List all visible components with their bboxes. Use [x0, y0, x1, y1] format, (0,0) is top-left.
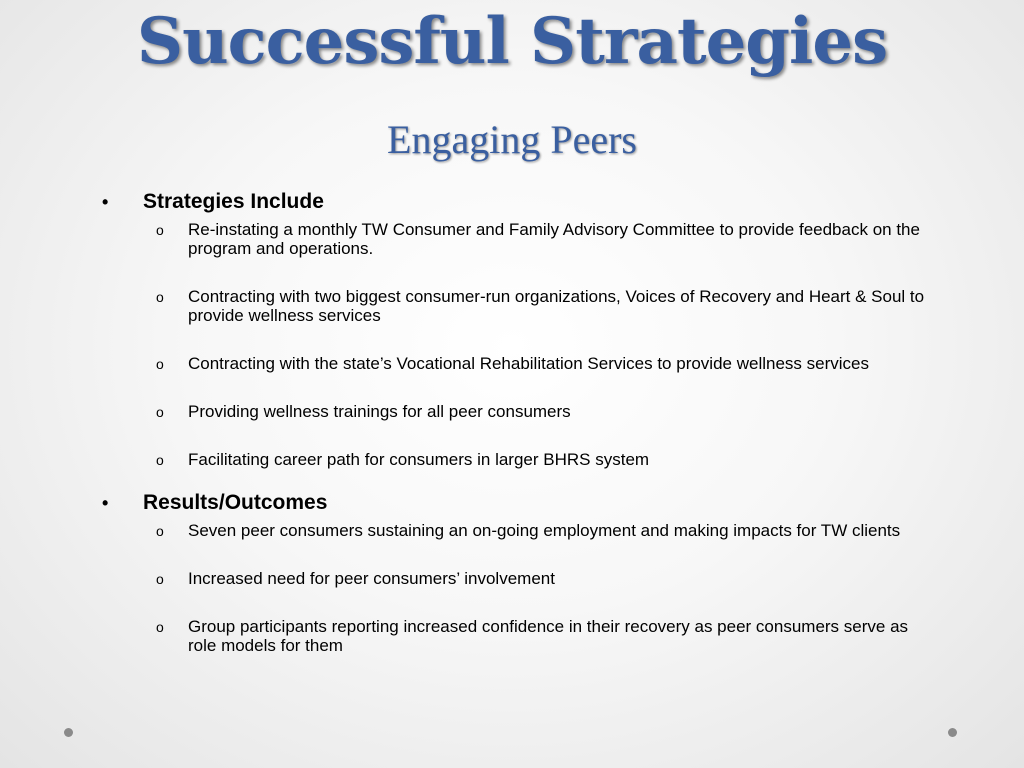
slide-subtitle: Engaging Peers	[387, 117, 637, 162]
circle-bullet-icon: o	[156, 289, 164, 305]
list-item	[100, 354, 930, 373]
section-strategies	[100, 188, 930, 469]
list-item-text: Group participants reporting increased confidence in their recovery as peer consumers serve as role models for them	[188, 617, 909, 655]
list-item-text: Re-instating a monthly TW Consumer and Family Advisory Committee to provide feedback on the program and operations.	[188, 220, 920, 258]
list-item-text: Contracting with two biggest consumer-run organizations, Voices of Recovery and Heart & Soul to provide wellness services	[188, 287, 925, 325]
strategies-list	[100, 220, 930, 469]
list-item-text: Increased need for peer consumers’ involvement	[188, 569, 555, 588]
list-item	[100, 287, 930, 325]
results-list	[100, 521, 930, 655]
section-heading	[100, 188, 930, 216]
decorative-dot-left	[64, 728, 73, 737]
bullet-icon: •	[102, 493, 109, 513]
list-item	[100, 521, 930, 540]
section-heading-text: Results/Outcomes	[143, 491, 328, 514]
decorative-dot-right	[948, 728, 957, 737]
list-item-text: Seven peer consumers sustaining an on-going employment and making impacts for TW clients	[188, 521, 901, 540]
list-item	[100, 617, 930, 655]
slide-title: Successful Strategies	[136, 4, 888, 79]
list-item	[100, 220, 930, 258]
list-item	[100, 402, 930, 421]
circle-bullet-icon: o	[156, 222, 164, 238]
circle-bullet-icon: o	[156, 619, 164, 635]
circle-bullet-icon: o	[156, 571, 164, 587]
section-heading-text: Strategies Include	[143, 190, 324, 213]
circle-bullet-icon: o	[156, 404, 164, 420]
bullet-icon: •	[102, 192, 109, 212]
section-heading	[100, 489, 930, 517]
list-item-text: Contracting with the state’s Vocational Rehabilitation Services to provide wellness services	[188, 354, 869, 373]
circle-bullet-icon: o	[156, 452, 164, 468]
circle-bullet-icon: o	[156, 523, 164, 539]
slide-content	[100, 188, 930, 675]
list-item	[100, 569, 930, 588]
circle-bullet-icon: o	[156, 356, 164, 372]
list-item-text: Facilitating career path for consumers in larger BHRS system	[188, 450, 650, 469]
list-item-text: Providing wellness trainings for all peer consumers	[188, 402, 571, 421]
section-results	[100, 489, 930, 655]
list-item	[100, 450, 930, 469]
